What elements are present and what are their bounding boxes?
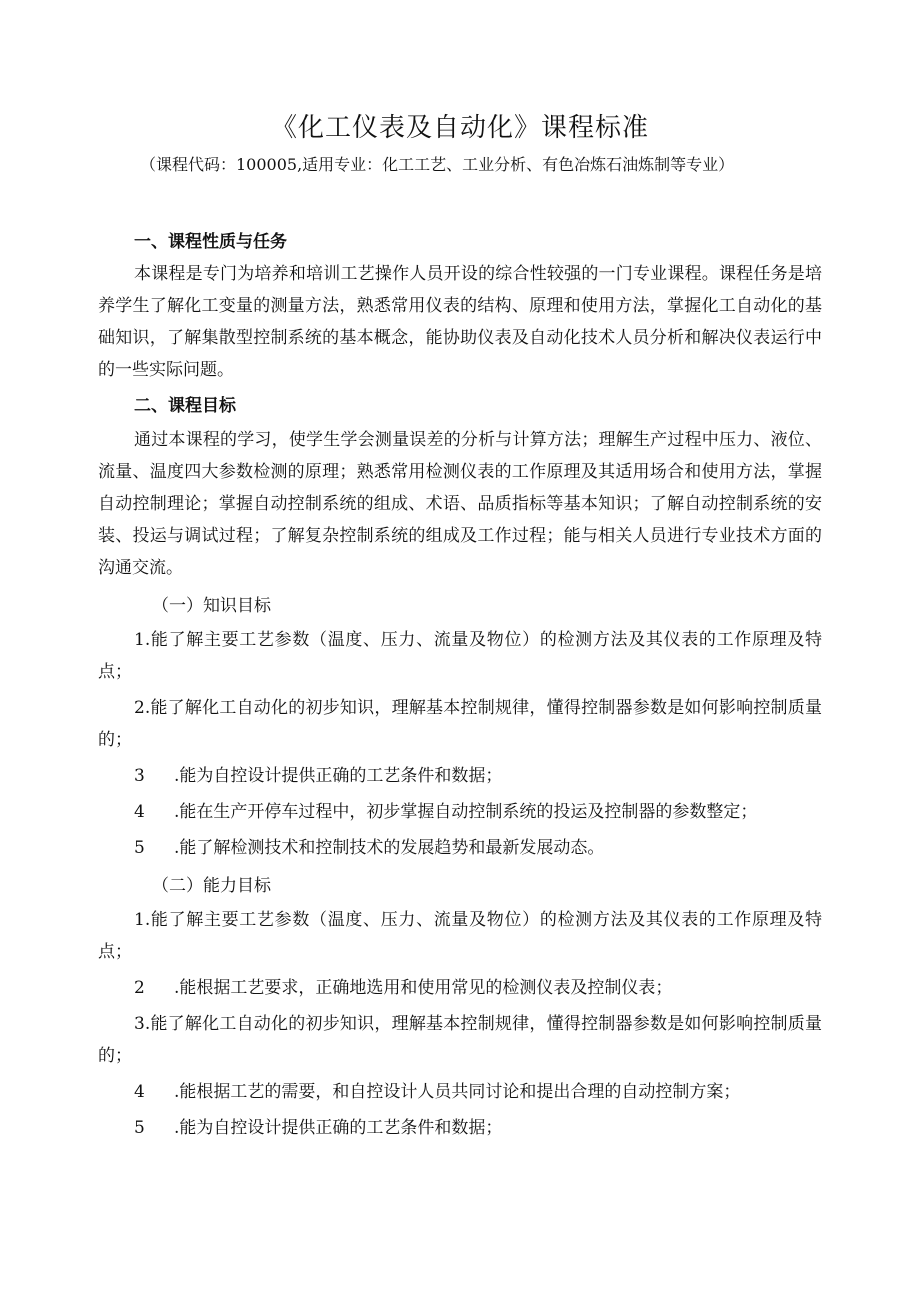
list-item [98,972,822,1004]
list-item [98,1112,822,1144]
list-item [98,904,822,968]
list-item-number: 4 [134,1082,145,1102]
list-item-text: .能在生产开停车过程中，初步掌握自动控制系统的投运及控制器的参数整定； [174,802,758,822]
document-title: 《化工仪表及自动化》课程标准 [270,113,649,143]
list-item-text: .能为自控设计提供正确的工艺条件和数据； [174,766,503,786]
list-item [98,760,822,792]
section-paragraph-nature: 本课程是专门为培养和培训工艺操作人员开设的综合性较强的一门专业课程。课程任务是培养学生了解化工变量的测量方法，熟悉常用仪表的结构、原理和使用方法，掌握化工自动化的基础知识，了解集散型控制系统的基本概念，能协助仪表及自动化技术人员分析和解决仪表运行中的一些实际问题。 [98,264,822,380]
list-item-text: .能根据工艺的需要，和自控设计人员共同讨论和提出合理的自动控制方案； [174,1082,741,1102]
list-item [98,692,822,756]
document-subtitle: （课程代码：100005,适用专业：化工工艺、工业分析、有色冶炼石油炼制等专业） [140,155,735,174]
list-item [98,1008,822,1072]
list-item-number: 2 [134,698,145,718]
list-item-number: 4 [134,802,145,822]
list-item-text: .能了解化工自动化的初步知识，理解基本控制规律，懂得控制器参数是如何影响控制质量的； [98,1014,822,1066]
subsection-heading-knowledge: （一）知识目标 [152,596,271,616]
list-item-number: 5 [134,838,145,858]
list-item [98,624,822,688]
list-item [98,796,822,828]
list-item-number: 3 [134,766,145,786]
list-item-text: .能了解化工自动化的初步知识，理解基本控制规律，懂得控制器参数是如何影响控制质量的； [98,698,822,750]
list-item-number: 5 [134,1118,145,1138]
section-heading-goals: 二、课程目标 [134,396,236,416]
document-body [98,226,822,1148]
list-item-number: 1 [134,630,145,650]
list-item [98,832,822,864]
list-item-text: .能了解主要工艺参数（温度、压力、流量及物位）的检测方法及其仪表的工作原理及特点； [98,910,822,962]
list-item-number: 3 [134,1014,145,1034]
list-item-number: 1 [134,910,145,930]
list-item [98,1076,822,1108]
list-item-text: .能了解主要工艺参数（温度、压力、流量及物位）的检测方法及其仪表的工作原理及特点； [98,630,822,682]
section-paragraph-goals: 通过本课程的学习，使学生学会测量误差的分析与计算方法；理解生产过程中压力、液位、流量、温度四大参数检测的原理；熟悉常用检测仪表的工作原理及其适用场合和使用方法，掌握自动控制理论；掌握自动控制系统的组成、术语、品质指标等基本知识；了解自动控制系统的安装、投运与调试过程；了解复杂控制系统的组成及工作过程；能与相关人员进行专业技术方面的沟通交流。 [98,430,822,578]
list-item-number: 2 [134,978,145,998]
list-item-text: .能了解检测技术和控制技术的发展趋势和最新发展动态。 [174,838,605,858]
subsection-heading-ability: （二）能力目标 [152,876,271,896]
list-item-text: .能为自控设计提供正确的工艺条件和数据； [174,1118,503,1138]
section-heading-nature: 一、课程性质与任务 [134,232,287,252]
list-item-text: .能根据工艺要求，正确地选用和使用常见的检测仪表及控制仪表； [174,978,673,998]
